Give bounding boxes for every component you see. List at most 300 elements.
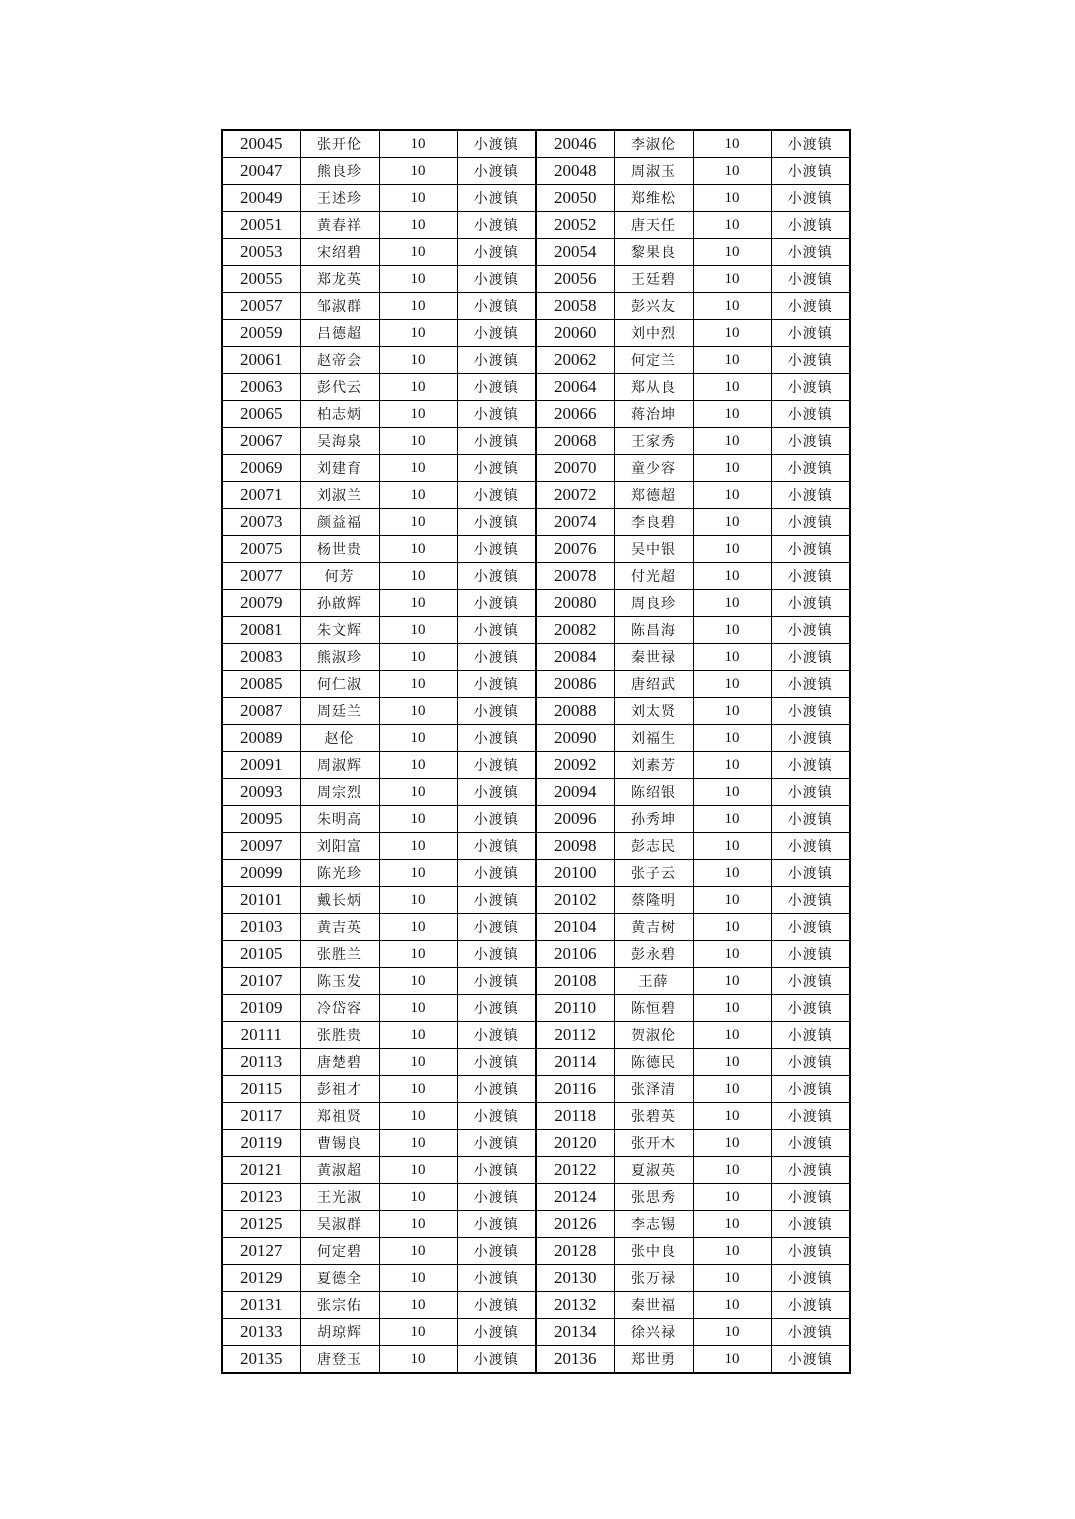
table-row <box>222 617 850 644</box>
table-row <box>222 1211 850 1238</box>
right-name-cell: 周良珍 <box>614 590 693 617</box>
right-id-cell: 20050 <box>536 185 614 212</box>
left-town-cell: 小渡镇 <box>457 1130 536 1157</box>
right-amount-cell: 10 <box>693 266 771 293</box>
left-town-cell: 小渡镇 <box>457 401 536 428</box>
table-row <box>222 833 850 860</box>
left-name-cell: 刘阳富 <box>300 833 379 860</box>
left-name-cell: 何仁淑 <box>300 671 379 698</box>
table-row <box>222 1319 850 1346</box>
right-name-cell: 陈恒碧 <box>614 995 693 1022</box>
table-row <box>222 1238 850 1265</box>
left-amount-cell: 10 <box>379 1103 457 1130</box>
right-id-cell: 20104 <box>536 914 614 941</box>
left-town-cell: 小渡镇 <box>457 887 536 914</box>
right-name-cell: 陈绍银 <box>614 779 693 806</box>
right-town-cell: 小渡镇 <box>771 536 850 563</box>
left-id-cell: 20109 <box>222 995 300 1022</box>
right-name-cell: 彭兴友 <box>614 293 693 320</box>
table-row <box>222 914 850 941</box>
left-amount-cell: 10 <box>379 752 457 779</box>
table-row <box>222 401 850 428</box>
left-id-cell: 20105 <box>222 941 300 968</box>
table-row <box>222 266 850 293</box>
table-row <box>222 698 850 725</box>
table-row <box>222 806 850 833</box>
left-town-cell: 小渡镇 <box>457 347 536 374</box>
left-name-cell: 黄吉英 <box>300 914 379 941</box>
left-id-cell: 20131 <box>222 1292 300 1319</box>
right-id-cell: 20136 <box>536 1346 614 1374</box>
left-name-cell: 颜益福 <box>300 509 379 536</box>
right-town-cell: 小渡镇 <box>771 968 850 995</box>
right-amount-cell: 10 <box>693 1238 771 1265</box>
right-name-cell: 吴中银 <box>614 536 693 563</box>
right-amount-cell: 10 <box>693 428 771 455</box>
right-name-cell: 郑从良 <box>614 374 693 401</box>
left-id-cell: 20099 <box>222 860 300 887</box>
table-row <box>222 185 850 212</box>
right-amount-cell: 10 <box>693 212 771 239</box>
table-row <box>222 563 850 590</box>
right-name-cell: 夏淑英 <box>614 1157 693 1184</box>
left-id-cell: 20117 <box>222 1103 300 1130</box>
left-id-cell: 20103 <box>222 914 300 941</box>
left-amount-cell: 10 <box>379 509 457 536</box>
table-row <box>222 158 850 185</box>
left-id-cell: 20065 <box>222 401 300 428</box>
table-row <box>222 1022 850 1049</box>
left-id-cell: 20111 <box>222 1022 300 1049</box>
right-name-cell: 唐绍武 <box>614 671 693 698</box>
left-amount-cell: 10 <box>379 374 457 401</box>
right-town-cell: 小渡镇 <box>771 1292 850 1319</box>
left-amount-cell: 10 <box>379 212 457 239</box>
left-amount-cell: 10 <box>379 941 457 968</box>
left-amount-cell: 10 <box>379 293 457 320</box>
table-row <box>222 671 850 698</box>
right-town-cell: 小渡镇 <box>771 860 850 887</box>
left-town-cell: 小渡镇 <box>457 1049 536 1076</box>
left-name-cell: 张宗佑 <box>300 1292 379 1319</box>
left-name-cell: 柏志炳 <box>300 401 379 428</box>
left-id-cell: 20081 <box>222 617 300 644</box>
left-amount-cell: 10 <box>379 1265 457 1292</box>
right-id-cell: 20116 <box>536 1076 614 1103</box>
right-amount-cell: 10 <box>693 995 771 1022</box>
right-amount-cell: 10 <box>693 644 771 671</box>
left-id-cell: 20089 <box>222 725 300 752</box>
table-row <box>222 860 850 887</box>
right-name-cell: 张思秀 <box>614 1184 693 1211</box>
right-id-cell: 20056 <box>536 266 614 293</box>
left-amount-cell: 10 <box>379 158 457 185</box>
right-name-cell: 刘素芳 <box>614 752 693 779</box>
table-row <box>222 590 850 617</box>
left-town-cell: 小渡镇 <box>457 158 536 185</box>
left-id-cell: 20055 <box>222 266 300 293</box>
left-amount-cell: 10 <box>379 1076 457 1103</box>
left-town-cell: 小渡镇 <box>457 725 536 752</box>
right-name-cell: 张碧英 <box>614 1103 693 1130</box>
right-town-cell: 小渡镇 <box>771 563 850 590</box>
right-amount-cell: 10 <box>693 779 771 806</box>
right-town-cell: 小渡镇 <box>771 347 850 374</box>
left-id-cell: 20049 <box>222 185 300 212</box>
left-id-cell: 20127 <box>222 1238 300 1265</box>
right-town-cell: 小渡镇 <box>771 1184 850 1211</box>
right-town-cell: 小渡镇 <box>771 320 850 347</box>
left-town-cell: 小渡镇 <box>457 644 536 671</box>
left-id-cell: 20045 <box>222 130 300 158</box>
right-id-cell: 20124 <box>536 1184 614 1211</box>
left-amount-cell: 10 <box>379 320 457 347</box>
right-id-cell: 20070 <box>536 455 614 482</box>
right-name-cell: 张中良 <box>614 1238 693 1265</box>
right-name-cell: 彭志民 <box>614 833 693 860</box>
right-amount-cell: 10 <box>693 914 771 941</box>
right-id-cell: 20122 <box>536 1157 614 1184</box>
table-row <box>222 130 850 158</box>
left-amount-cell: 10 <box>379 698 457 725</box>
right-id-cell: 20134 <box>536 1319 614 1346</box>
right-id-cell: 20114 <box>536 1049 614 1076</box>
right-id-cell: 20060 <box>536 320 614 347</box>
right-id-cell: 20076 <box>536 536 614 563</box>
right-name-cell: 王薛 <box>614 968 693 995</box>
table-row <box>222 968 850 995</box>
left-name-cell: 张胜贵 <box>300 1022 379 1049</box>
left-name-cell: 何芳 <box>300 563 379 590</box>
left-id-cell: 20067 <box>222 428 300 455</box>
right-name-cell: 王廷碧 <box>614 266 693 293</box>
right-amount-cell: 10 <box>693 1346 771 1374</box>
right-amount-cell: 10 <box>693 1265 771 1292</box>
left-amount-cell: 10 <box>379 401 457 428</box>
left-name-cell: 吕德超 <box>300 320 379 347</box>
left-town-cell: 小渡镇 <box>457 1265 536 1292</box>
left-town-cell: 小渡镇 <box>457 1238 536 1265</box>
left-amount-cell: 10 <box>379 185 457 212</box>
right-id-cell: 20118 <box>536 1103 614 1130</box>
right-name-cell: 周淑玉 <box>614 158 693 185</box>
left-name-cell: 郑祖贤 <box>300 1103 379 1130</box>
right-id-cell: 20092 <box>536 752 614 779</box>
right-id-cell: 20048 <box>536 158 614 185</box>
right-town-cell: 小渡镇 <box>771 130 850 158</box>
right-town-cell: 小渡镇 <box>771 509 850 536</box>
left-amount-cell: 10 <box>379 617 457 644</box>
left-amount-cell: 10 <box>379 1157 457 1184</box>
right-name-cell: 李良碧 <box>614 509 693 536</box>
table-row <box>222 995 850 1022</box>
right-amount-cell: 10 <box>693 590 771 617</box>
left-id-cell: 20129 <box>222 1265 300 1292</box>
right-name-cell: 张子云 <box>614 860 693 887</box>
left-id-cell: 20047 <box>222 158 300 185</box>
right-town-cell: 小渡镇 <box>771 1211 850 1238</box>
right-amount-cell: 10 <box>693 293 771 320</box>
right-name-cell: 张开木 <box>614 1130 693 1157</box>
left-amount-cell: 10 <box>379 590 457 617</box>
left-amount-cell: 10 <box>379 536 457 563</box>
left-id-cell: 20113 <box>222 1049 300 1076</box>
table-row <box>222 536 850 563</box>
right-name-cell: 童少容 <box>614 455 693 482</box>
left-name-cell: 周淑辉 <box>300 752 379 779</box>
left-amount-cell: 10 <box>379 1292 457 1319</box>
left-town-cell: 小渡镇 <box>457 968 536 995</box>
left-name-cell: 刘建育 <box>300 455 379 482</box>
right-amount-cell: 10 <box>693 1319 771 1346</box>
right-id-cell: 20078 <box>536 563 614 590</box>
left-name-cell: 陈玉发 <box>300 968 379 995</box>
roster-body <box>222 130 850 1373</box>
right-amount-cell: 10 <box>693 671 771 698</box>
left-name-cell: 熊淑珍 <box>300 644 379 671</box>
right-town-cell: 小渡镇 <box>771 482 850 509</box>
left-id-cell: 20119 <box>222 1130 300 1157</box>
left-amount-cell: 10 <box>379 968 457 995</box>
roster-table <box>221 129 851 1374</box>
left-name-cell: 王述珍 <box>300 185 379 212</box>
right-name-cell: 刘中烈 <box>614 320 693 347</box>
left-name-cell: 杨世贵 <box>300 536 379 563</box>
right-town-cell: 小渡镇 <box>771 293 850 320</box>
left-amount-cell: 10 <box>379 1130 457 1157</box>
table-row <box>222 752 850 779</box>
right-amount-cell: 10 <box>693 725 771 752</box>
left-name-cell: 冷岱容 <box>300 995 379 1022</box>
left-name-cell: 黄淑超 <box>300 1157 379 1184</box>
right-name-cell: 秦世福 <box>614 1292 693 1319</box>
left-id-cell: 20101 <box>222 887 300 914</box>
left-town-cell: 小渡镇 <box>457 671 536 698</box>
left-name-cell: 王光淑 <box>300 1184 379 1211</box>
left-amount-cell: 10 <box>379 1022 457 1049</box>
right-name-cell: 郑世勇 <box>614 1346 693 1374</box>
right-amount-cell: 10 <box>693 1130 771 1157</box>
right-amount-cell: 10 <box>693 698 771 725</box>
right-town-cell: 小渡镇 <box>771 671 850 698</box>
right-name-cell: 陈昌海 <box>614 617 693 644</box>
right-amount-cell: 10 <box>693 887 771 914</box>
right-id-cell: 20052 <box>536 212 614 239</box>
table-row <box>222 482 850 509</box>
right-id-cell: 20080 <box>536 590 614 617</box>
right-town-cell: 小渡镇 <box>771 1022 850 1049</box>
right-id-cell: 20090 <box>536 725 614 752</box>
left-name-cell: 张胜兰 <box>300 941 379 968</box>
right-id-cell: 20066 <box>536 401 614 428</box>
right-amount-cell: 10 <box>693 1211 771 1238</box>
right-name-cell: 刘太贤 <box>614 698 693 725</box>
right-name-cell: 孙秀坤 <box>614 806 693 833</box>
table-row <box>222 779 850 806</box>
left-town-cell: 小渡镇 <box>457 374 536 401</box>
left-amount-cell: 10 <box>379 1346 457 1374</box>
right-amount-cell: 10 <box>693 509 771 536</box>
right-town-cell: 小渡镇 <box>771 401 850 428</box>
left-amount-cell: 10 <box>379 806 457 833</box>
left-town-cell: 小渡镇 <box>457 1319 536 1346</box>
right-id-cell: 20086 <box>536 671 614 698</box>
right-amount-cell: 10 <box>693 1184 771 1211</box>
left-town-cell: 小渡镇 <box>457 752 536 779</box>
table-row <box>222 509 850 536</box>
right-name-cell: 徐兴禄 <box>614 1319 693 1346</box>
left-town-cell: 小渡镇 <box>457 1103 536 1130</box>
right-town-cell: 小渡镇 <box>771 1319 850 1346</box>
right-amount-cell: 10 <box>693 158 771 185</box>
right-amount-cell: 10 <box>693 130 771 158</box>
right-id-cell: 20062 <box>536 347 614 374</box>
left-town-cell: 小渡镇 <box>457 185 536 212</box>
right-id-cell: 20126 <box>536 1211 614 1238</box>
left-name-cell: 胡琼辉 <box>300 1319 379 1346</box>
left-town-cell: 小渡镇 <box>457 590 536 617</box>
right-id-cell: 20102 <box>536 887 614 914</box>
right-name-cell: 陈德民 <box>614 1049 693 1076</box>
right-id-cell: 20064 <box>536 374 614 401</box>
left-id-cell: 20115 <box>222 1076 300 1103</box>
right-town-cell: 小渡镇 <box>771 995 850 1022</box>
table-row <box>222 212 850 239</box>
right-town-cell: 小渡镇 <box>771 212 850 239</box>
table-row <box>222 1157 850 1184</box>
left-town-cell: 小渡镇 <box>457 806 536 833</box>
left-id-cell: 20057 <box>222 293 300 320</box>
right-amount-cell: 10 <box>693 1022 771 1049</box>
right-id-cell: 20084 <box>536 644 614 671</box>
left-amount-cell: 10 <box>379 1211 457 1238</box>
table-row <box>222 1265 850 1292</box>
right-amount-cell: 10 <box>693 347 771 374</box>
left-id-cell: 20097 <box>222 833 300 860</box>
right-amount-cell: 10 <box>693 1103 771 1130</box>
right-amount-cell: 10 <box>693 239 771 266</box>
right-id-cell: 20072 <box>536 482 614 509</box>
left-town-cell: 小渡镇 <box>457 779 536 806</box>
right-town-cell: 小渡镇 <box>771 428 850 455</box>
left-name-cell: 黄春祥 <box>300 212 379 239</box>
right-id-cell: 20082 <box>536 617 614 644</box>
left-town-cell: 小渡镇 <box>457 698 536 725</box>
right-name-cell: 秦世禄 <box>614 644 693 671</box>
left-amount-cell: 10 <box>379 644 457 671</box>
right-amount-cell: 10 <box>693 617 771 644</box>
left-amount-cell: 10 <box>379 779 457 806</box>
left-amount-cell: 10 <box>379 1238 457 1265</box>
left-amount-cell: 10 <box>379 833 457 860</box>
left-amount-cell: 10 <box>379 428 457 455</box>
left-name-cell: 曹锡良 <box>300 1130 379 1157</box>
right-town-cell: 小渡镇 <box>771 590 850 617</box>
right-town-cell: 小渡镇 <box>771 266 850 293</box>
right-id-cell: 20046 <box>536 130 614 158</box>
left-id-cell: 20095 <box>222 806 300 833</box>
right-name-cell: 蒋治坤 <box>614 401 693 428</box>
table-row <box>222 1130 850 1157</box>
right-town-cell: 小渡镇 <box>771 374 850 401</box>
right-name-cell: 黄吉树 <box>614 914 693 941</box>
left-town-cell: 小渡镇 <box>457 320 536 347</box>
right-amount-cell: 10 <box>693 320 771 347</box>
table-row <box>222 1103 850 1130</box>
table-row <box>222 1184 850 1211</box>
right-town-cell: 小渡镇 <box>771 1049 850 1076</box>
right-amount-cell: 10 <box>693 752 771 779</box>
right-town-cell: 小渡镇 <box>771 185 850 212</box>
left-name-cell: 何定碧 <box>300 1238 379 1265</box>
right-amount-cell: 10 <box>693 968 771 995</box>
left-id-cell: 20073 <box>222 509 300 536</box>
left-name-cell: 唐登玉 <box>300 1346 379 1374</box>
right-name-cell: 黎果良 <box>614 239 693 266</box>
left-id-cell: 20061 <box>222 347 300 374</box>
left-name-cell: 张开伦 <box>300 130 379 158</box>
left-town-cell: 小渡镇 <box>457 617 536 644</box>
left-id-cell: 20107 <box>222 968 300 995</box>
left-name-cell: 周廷兰 <box>300 698 379 725</box>
table-row <box>222 428 850 455</box>
left-id-cell: 20083 <box>222 644 300 671</box>
left-id-cell: 20093 <box>222 779 300 806</box>
left-name-cell: 周宗烈 <box>300 779 379 806</box>
left-name-cell: 朱明高 <box>300 806 379 833</box>
left-amount-cell: 10 <box>379 455 457 482</box>
table-row <box>222 1292 850 1319</box>
right-id-cell: 20088 <box>536 698 614 725</box>
left-amount-cell: 10 <box>379 1184 457 1211</box>
right-town-cell: 小渡镇 <box>771 158 850 185</box>
left-amount-cell: 10 <box>379 887 457 914</box>
right-id-cell: 20106 <box>536 941 614 968</box>
right-name-cell: 贺淑伦 <box>614 1022 693 1049</box>
right-name-cell: 郑德超 <box>614 482 693 509</box>
left-id-cell: 20123 <box>222 1184 300 1211</box>
left-amount-cell: 10 <box>379 563 457 590</box>
right-town-cell: 小渡镇 <box>771 1346 850 1374</box>
left-town-cell: 小渡镇 <box>457 428 536 455</box>
right-id-cell: 20094 <box>536 779 614 806</box>
table-row <box>222 941 850 968</box>
left-id-cell: 20087 <box>222 698 300 725</box>
right-id-cell: 20054 <box>536 239 614 266</box>
right-name-cell: 付光超 <box>614 563 693 590</box>
right-name-cell: 何定兰 <box>614 347 693 374</box>
right-id-cell: 20128 <box>536 1238 614 1265</box>
right-amount-cell: 10 <box>693 860 771 887</box>
left-name-cell: 唐楚碧 <box>300 1049 379 1076</box>
left-id-cell: 20053 <box>222 239 300 266</box>
left-name-cell: 赵伦 <box>300 725 379 752</box>
right-id-cell: 20096 <box>536 806 614 833</box>
left-town-cell: 小渡镇 <box>457 1292 536 1319</box>
left-amount-cell: 10 <box>379 914 457 941</box>
right-id-cell: 20108 <box>536 968 614 995</box>
left-town-cell: 小渡镇 <box>457 563 536 590</box>
left-name-cell: 吴海泉 <box>300 428 379 455</box>
right-amount-cell: 10 <box>693 563 771 590</box>
right-name-cell: 张万禄 <box>614 1265 693 1292</box>
left-amount-cell: 10 <box>379 860 457 887</box>
right-town-cell: 小渡镇 <box>771 806 850 833</box>
right-town-cell: 小渡镇 <box>771 1103 850 1130</box>
right-town-cell: 小渡镇 <box>771 644 850 671</box>
left-id-cell: 20075 <box>222 536 300 563</box>
left-town-cell: 小渡镇 <box>457 293 536 320</box>
